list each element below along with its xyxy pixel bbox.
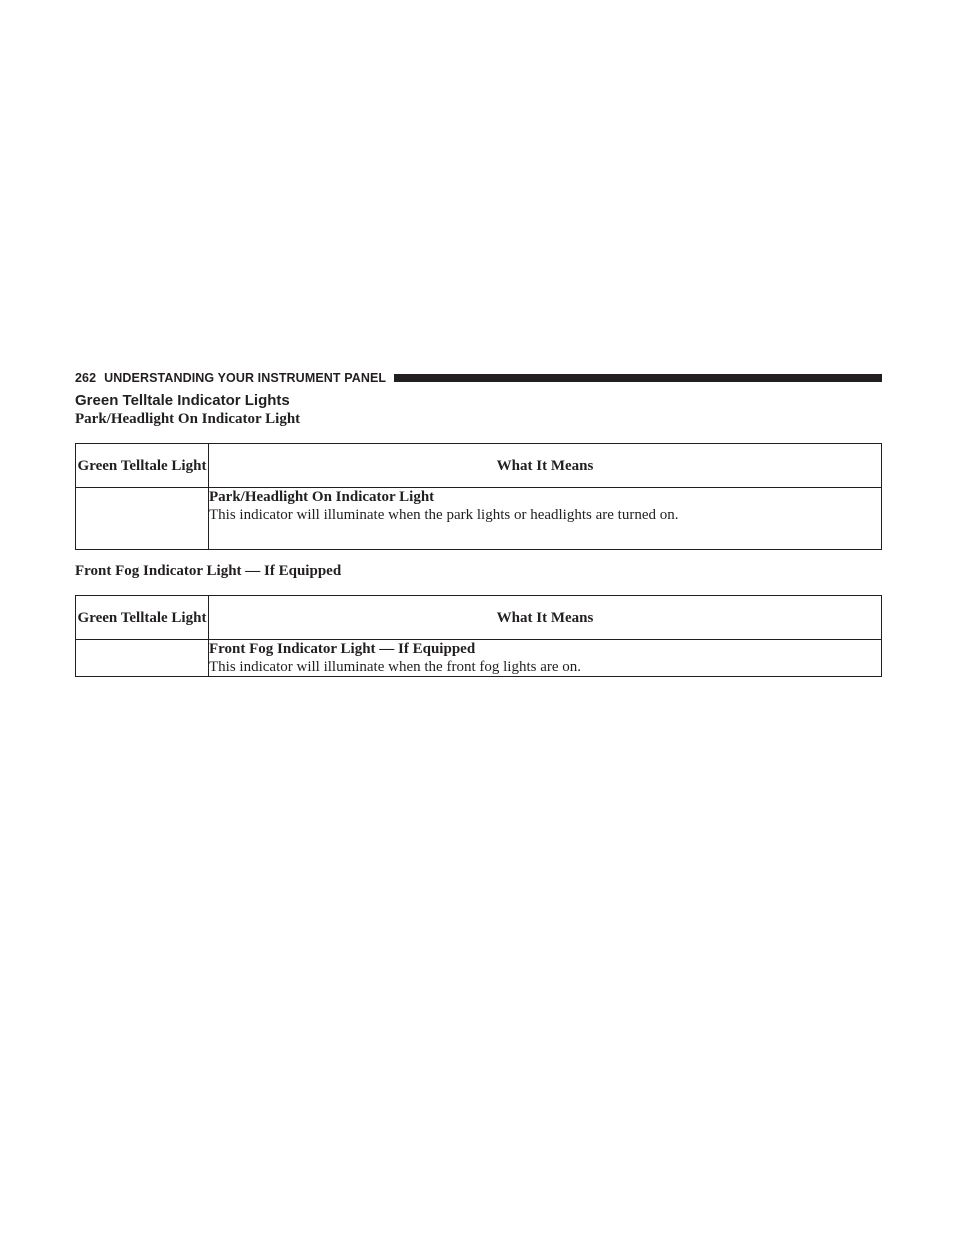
row-text: This indicator will illuminate when the front fog lights are on.: [209, 659, 582, 675]
table-header-row: [76, 444, 882, 488]
front-fog-heading: Front Fog Indicator Light — If Equipped: [75, 563, 342, 579]
what-it-means-header: What It Means: [209, 596, 882, 640]
section-heading: Green Telltale Indicator Lights: [75, 392, 290, 409]
park-headlight-heading: Park/Headlight On Indicator Light: [75, 411, 301, 427]
green-telltale-light-header: Green Telltale Light: [76, 444, 209, 488]
green-telltale-light-header: Green Telltale Light: [76, 596, 209, 640]
section-title: UNDERSTANDING YOUR INSTRUMENT PANEL: [104, 371, 387, 385]
row-title: Park/Headlight On Indicator Light: [209, 489, 435, 505]
table-row: [76, 488, 882, 550]
row-title: Front Fog Indicator Light — If Equipped: [209, 641, 476, 657]
header-rule: [394, 374, 882, 382]
table-row: [76, 640, 882, 677]
telltale-icon-cell: [76, 488, 209, 550]
park-headlight-table: [75, 443, 882, 550]
what-it-means-header: What It Means: [209, 444, 882, 488]
description-cell: [209, 488, 882, 550]
front-fog-table: [75, 595, 882, 677]
description-cell: [209, 640, 882, 677]
table-header-row: [76, 596, 882, 640]
page-number: 262: [75, 371, 97, 385]
telltale-icon-cell: [76, 640, 209, 677]
page-header: [75, 370, 882, 386]
row-text: This indicator will illuminate when the park lights or headlights are turned on.: [209, 507, 679, 523]
